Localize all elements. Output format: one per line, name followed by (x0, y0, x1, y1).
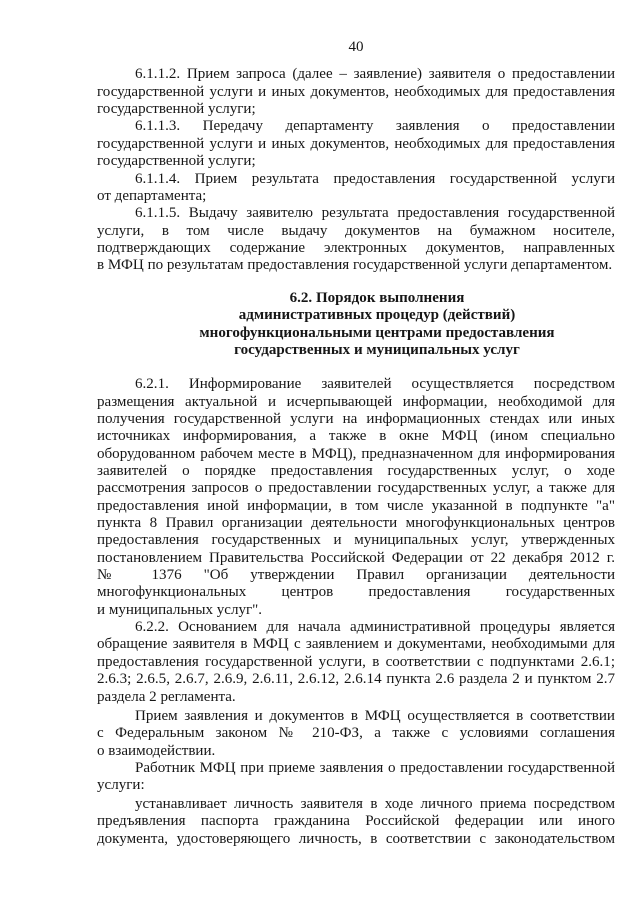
heading-line: административных процедур (действий) (238, 307, 516, 324)
text-line: государственной услуги; (97, 153, 256, 170)
text-line: с Федеральным законом № 210-ФЗ, а также с условиями соглашения (97, 725, 615, 742)
heading-line: 6.2. Порядок выполнения (289, 289, 465, 306)
text-line: рассмотрения запросов о предоставлении государственных услуг, а также для (97, 480, 615, 497)
paragraph-reception (97, 708, 615, 760)
text-line: государственной услуги; (97, 101, 256, 118)
text-line: подтверждающих содержание электронных документов, направленных (97, 239, 615, 256)
text-line: государственной услуги и иных документов, необходимых для предоставления (97, 135, 615, 152)
text-line: оборудованном рабочем месте в МФЦ), предназначенном для информирования (97, 445, 615, 462)
text-line: источниках информирования, а также в окне МФЦ (ином специально (97, 428, 615, 445)
paragraph-6-1-1-4 (97, 171, 615, 206)
text-line: устанавливает личность заявителя в ходе личного приема посредством (135, 796, 615, 813)
text-line: получения государственной услуги на информационных стендах или иных (97, 411, 615, 428)
text-line: Работник МФЦ при приеме заявления о предоставлении государственной (135, 759, 615, 776)
text-line: услуги, в том числе выдачу документов на бумажном носителе, (97, 222, 615, 239)
text-line: 6.1.1.3. Передачу департаменту заявления о предоставлении (135, 118, 615, 135)
text-line: предъявления паспорта гражданина Российской федерации или иного (97, 813, 615, 830)
paragraph-identity-check (97, 796, 615, 848)
heading-line: многофункциональными центрами предоставления (199, 324, 555, 341)
text-line: Прием заявления и документов в МФЦ осуществляется в соответствии (135, 707, 615, 724)
paragraph-mfc-worker (97, 760, 615, 795)
text-line: предоставления государственной услуги, в соответствии с подпунктами 2.6.1; (97, 653, 615, 670)
text-line: предоставления государственных и муниципальных услуг, утвержденных (97, 532, 615, 549)
text-line: раздела 2 регламента. (97, 688, 236, 705)
text-line: и муниципальных услуг". (97, 601, 263, 618)
text-line: 6.2.1. Информирование заявителей осуществляется посредством (135, 376, 615, 393)
text-line: государственной услуги и иных документов, необходимых для предоставления (97, 83, 615, 100)
section-6-2-body (97, 376, 615, 848)
paragraph-6-1-1-2 (97, 66, 615, 118)
text-line: заявителей о порядке предоставления государственных услуг, о ходе (97, 463, 615, 480)
text-line: о взаимодействии. (97, 742, 216, 759)
text-line: предоставления иной информации, в том числе указанной в подпункте "а" (97, 497, 615, 514)
heading-line: государственных и муниципальных услуг (234, 341, 520, 358)
text-line: 2.6.3; 2.6.5, 2.6.7, 2.6.9, 2.6.11, 2.6.12, 2.6.14 пункта 2.6 раздела 2 и пунктом 2.7 (97, 671, 615, 688)
paragraph-6-1-1-5 (97, 205, 615, 274)
text-line: от департамента; (97, 187, 207, 204)
text-line: услуги: (97, 777, 145, 794)
section-6-1-items (97, 66, 615, 274)
paragraph-6-2-2 (97, 619, 615, 706)
paragraph-6-2-1 (97, 376, 615, 619)
text-line: постановлением Правительства Российской Федерации от 22 декабря 2012 г. (97, 549, 615, 566)
page-number: 40 (348, 38, 364, 55)
text-line: документа, удостоверяющего личность, в соответствии с законодательством (97, 830, 615, 847)
section-heading-6-2 (97, 290, 615, 359)
text-line: обращение заявителя в МФЦ с заявлением и документами, необходимыми для (97, 636, 615, 653)
text-column (97, 0, 615, 848)
text-line: 6.1.1.4. Прием результата предоставления государственной услуги (135, 170, 615, 187)
text-line: № 1376 "Об утверждении Правил организации деятельности (97, 567, 615, 584)
text-line: 6.1.1.5. Выдачу заявителю результата предоставления государственной (135, 205, 615, 222)
paragraph-6-1-1-3 (97, 118, 615, 170)
text-line: в МФЦ по результатам предоставления государственной услуги департаментом. (97, 257, 613, 274)
text-line: размещения актуальной и исчерпывающей информации, необходимой для (97, 393, 615, 410)
text-line: многофункциональных центров предоставления государственных (97, 584, 615, 601)
text-line: пункта 8 Правил организации деятельности многофункциональных центров (97, 515, 615, 532)
text-line: 6.1.1.2. Прием запроса (далее – заявление) заявителя о предоставлении (135, 66, 615, 83)
text-line: 6.2.2. Основанием для начала административной процедуры является (135, 619, 615, 636)
